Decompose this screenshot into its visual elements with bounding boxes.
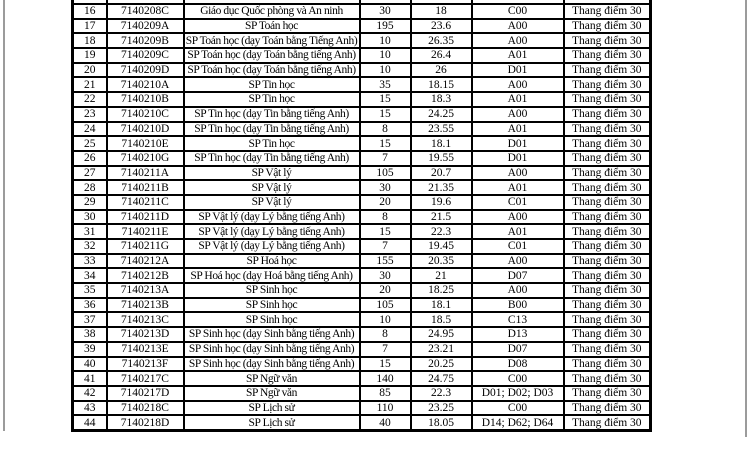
subject-combination-cell: A00	[472, 283, 564, 298]
row-index-cell: 20	[73, 63, 107, 78]
program-name-cell: SP Ngữ văn	[184, 386, 360, 401]
quota-cell: 15	[360, 224, 411, 239]
program-code-cell: 7140218D	[107, 415, 184, 430]
program-name-cell: SP Tin học	[184, 77, 360, 92]
scale-cell: Thang điểm 30	[564, 151, 651, 166]
quota-cell: 140	[360, 371, 411, 386]
score-cell: 26.4	[411, 48, 472, 63]
score-cell: 22.3	[411, 386, 472, 401]
scale-cell: Thang điểm 30	[564, 4, 651, 19]
table-row	[73, 401, 651, 416]
quota-cell: 30	[360, 268, 411, 283]
scale-cell: Thang điểm 30	[564, 210, 651, 225]
program-code-cell: 7140213D	[107, 327, 184, 342]
subject-combination-cell: D01	[472, 136, 564, 151]
score-cell: 23.6	[411, 19, 472, 34]
row-index-cell: 30	[73, 210, 107, 225]
row-index-cell: 39	[73, 342, 107, 357]
subject-combination-cell: D01	[472, 63, 564, 78]
program-code-cell: 7140209A	[107, 19, 184, 34]
scale-cell: Thang điểm 30	[564, 401, 651, 416]
program-code-cell: 7140213C	[107, 312, 184, 327]
row-index-cell: 27	[73, 166, 107, 181]
row-index-cell: 21	[73, 77, 107, 92]
page-left-edge-line	[3, 0, 5, 431]
program-name-cell: SP Toán học (dạy Toán bằng tiếng Anh)	[184, 63, 360, 78]
table-row	[73, 19, 651, 34]
subject-combination-cell: B00	[472, 298, 564, 313]
program-code-cell: 7140210E	[107, 136, 184, 151]
table-row	[73, 239, 651, 254]
table-row	[73, 357, 651, 372]
program-name-cell: SP Vật lý	[184, 166, 360, 181]
scale-cell: Thang điểm 30	[564, 239, 651, 254]
program-name-cell: SP Tin học	[184, 136, 360, 151]
program-code-cell: 7140212A	[107, 254, 184, 269]
scale-cell: Thang điểm 30	[564, 415, 651, 430]
scale-cell: Thang điểm 30	[564, 136, 651, 151]
table-row	[73, 283, 651, 298]
subject-combination-cell: D08	[472, 357, 564, 372]
subject-combination-cell: C00	[472, 401, 564, 416]
table-row	[73, 268, 651, 283]
subject-combination-cell: C00	[472, 4, 564, 19]
score-cell: 24.25	[411, 107, 472, 122]
row-index-cell: 34	[73, 268, 107, 283]
program-code-cell: 7140211G	[107, 239, 184, 254]
subject-combination-cell: D07	[472, 342, 564, 357]
score-cell: 18.3	[411, 92, 472, 107]
subject-combination-cell: A00	[472, 254, 564, 269]
score-cell: 21.35	[411, 180, 472, 195]
program-name-cell: SP Tin học	[184, 92, 360, 107]
program-code-cell: 7140211C	[107, 195, 184, 210]
program-code-cell: 7140218C	[107, 401, 184, 416]
score-cell: 20.25	[411, 357, 472, 372]
row-index-cell: 18	[73, 33, 107, 48]
score-cell: 22.3	[411, 224, 472, 239]
table-row	[73, 415, 651, 430]
row-index-cell: 41	[73, 371, 107, 386]
score-cell: 26	[411, 63, 472, 78]
row-index-cell: 26	[73, 151, 107, 166]
quota-cell: 10	[360, 33, 411, 48]
scale-cell: Thang điểm 30	[564, 63, 651, 78]
quota-cell: 105	[360, 166, 411, 181]
quota-cell: 7	[360, 342, 411, 357]
table-row	[73, 136, 651, 151]
score-cell: 23.21	[411, 342, 472, 357]
program-code-cell: 7140209B	[107, 33, 184, 48]
row-index-cell: 36	[73, 298, 107, 313]
quota-cell: 40	[360, 415, 411, 430]
quota-cell: 20	[360, 195, 411, 210]
quota-cell: 10	[360, 312, 411, 327]
scale-cell: Thang điểm 30	[564, 107, 651, 122]
score-cell: 23.55	[411, 122, 472, 137]
row-index-cell: 22	[73, 92, 107, 107]
score-cell: 19.6	[411, 195, 472, 210]
program-name-cell: SP Sinh học (dạy Sinh bằng tiếng Anh)	[184, 327, 360, 342]
subject-combination-cell: C00	[472, 371, 564, 386]
subject-combination-cell: D01	[472, 151, 564, 166]
score-cell: 19.55	[411, 151, 472, 166]
quota-cell: 195	[360, 19, 411, 34]
subject-combination-cell: C01	[472, 195, 564, 210]
score-cell: 18.1	[411, 298, 472, 313]
program-name-cell: SP Sinh học	[184, 312, 360, 327]
program-code-cell: 7140211E	[107, 224, 184, 239]
program-code-cell: 7140209D	[107, 63, 184, 78]
program-code-cell: 7140211B	[107, 180, 184, 195]
quota-cell: 8	[360, 122, 411, 137]
score-cell: 19.45	[411, 239, 472, 254]
scale-cell: Thang điểm 30	[564, 312, 651, 327]
subject-combination-cell: A00	[472, 107, 564, 122]
score-cell: 18.15	[411, 77, 472, 92]
table-row	[73, 63, 651, 78]
table-row	[73, 4, 651, 19]
scale-cell: Thang điểm 30	[564, 33, 651, 48]
program-code-cell: 7140213F	[107, 357, 184, 372]
scale-cell: Thang điểm 30	[564, 122, 651, 137]
table-row	[73, 371, 651, 386]
table-row	[73, 224, 651, 239]
row-index-cell: 35	[73, 283, 107, 298]
table-row	[73, 312, 651, 327]
scale-cell: Thang điểm 30	[564, 77, 651, 92]
program-name-cell: SP Toán học (dạy Toán bằng Tiếng Anh)	[184, 33, 360, 48]
program-code-cell: 7140210C	[107, 107, 184, 122]
page-right-edge-line	[745, 0, 747, 437]
table-row	[73, 210, 651, 225]
program-code-cell: 7140209C	[107, 48, 184, 63]
table-row	[73, 77, 651, 92]
row-index-cell: 37	[73, 312, 107, 327]
row-index-cell: 38	[73, 327, 107, 342]
program-name-cell: SP Ngữ văn	[184, 371, 360, 386]
score-cell: 18.05	[411, 415, 472, 430]
scale-cell: Thang điểm 30	[564, 92, 651, 107]
program-code-cell: 7140211A	[107, 166, 184, 181]
scale-cell: Thang điểm 30	[564, 19, 651, 34]
program-name-cell: SP Sinh học	[184, 298, 360, 313]
table-row	[73, 107, 651, 122]
subject-combination-cell: D07	[472, 268, 564, 283]
subject-combination-cell: A00	[472, 166, 564, 181]
scale-cell: Thang điểm 30	[564, 224, 651, 239]
quota-cell: 15	[360, 107, 411, 122]
program-name-cell: SP Tin học (dạy Tin bằng tiếng Anh)	[184, 122, 360, 137]
row-index-cell: 24	[73, 122, 107, 137]
subject-combination-cell: A01	[472, 92, 564, 107]
score-cell: 20.35	[411, 254, 472, 269]
quota-cell: 155	[360, 254, 411, 269]
quota-cell: 7	[360, 151, 411, 166]
subject-combination-cell: A00	[472, 77, 564, 92]
quota-cell: 105	[360, 298, 411, 313]
table-row	[73, 298, 651, 313]
table-viewport	[71, 0, 655, 433]
subject-combination-cell: A01	[472, 122, 564, 137]
scale-cell: Thang điểm 30	[564, 48, 651, 63]
table-row	[73, 195, 651, 210]
program-name-cell: SP Hoá học (dạy Hoá bằng tiếng Anh)	[184, 268, 360, 283]
quota-cell: 30	[360, 180, 411, 195]
row-index-cell: 23	[73, 107, 107, 122]
quota-cell: 35	[360, 77, 411, 92]
subject-combination-cell: D14; D62; D64	[472, 415, 564, 430]
table-row	[73, 122, 651, 137]
score-cell: 18.5	[411, 312, 472, 327]
row-index-cell: 31	[73, 224, 107, 239]
quota-cell: 15	[360, 136, 411, 151]
program-name-cell: SP Vật lý (dạy Lý bằng tiếng Anh)	[184, 239, 360, 254]
subject-combination-cell: D01; D02; D03	[472, 386, 564, 401]
row-index-cell: 28	[73, 180, 107, 195]
quota-cell: 15	[360, 92, 411, 107]
row-index-cell: 43	[73, 401, 107, 416]
table-row	[73, 151, 651, 166]
program-name-cell: SP Hoá học	[184, 254, 360, 269]
program-code-cell: 7140208C	[107, 4, 184, 19]
quota-cell: 20	[360, 283, 411, 298]
subject-combination-cell: A00	[472, 33, 564, 48]
score-cell: 23.25	[411, 401, 472, 416]
subject-combination-cell: C01	[472, 239, 564, 254]
score-cell: 21	[411, 268, 472, 283]
subject-combination-cell: A00	[472, 210, 564, 225]
program-code-cell: 7140217D	[107, 386, 184, 401]
subject-combination-cell: A01	[472, 48, 564, 63]
program-code-cell: 7140210A	[107, 77, 184, 92]
program-name-cell: SP Sinh học (dạy Sinh bằng tiếng Anh)	[184, 342, 360, 357]
scale-cell: Thang điểm 30	[564, 180, 651, 195]
program-name-cell: SP Vật lý	[184, 195, 360, 210]
program-name-cell: SP Vật lý	[184, 180, 360, 195]
program-name-cell: SP Vật lý (dạy Lý bằng tiếng Anh)	[184, 210, 360, 225]
table-row	[73, 342, 651, 357]
scale-cell: Thang điểm 30	[564, 195, 651, 210]
scale-cell: Thang điểm 30	[564, 357, 651, 372]
table-row	[73, 180, 651, 195]
program-code-cell: 7140210D	[107, 122, 184, 137]
row-index-cell: 25	[73, 136, 107, 151]
row-index-cell: 19	[73, 48, 107, 63]
program-name-cell: SP Lịch sử	[184, 415, 360, 430]
row-index-cell: 33	[73, 254, 107, 269]
quota-cell: 10	[360, 48, 411, 63]
row-index-cell: 40	[73, 357, 107, 372]
quota-cell: 8	[360, 327, 411, 342]
table-row	[73, 254, 651, 269]
program-code-cell: 7140212B	[107, 268, 184, 283]
quota-cell: 85	[360, 386, 411, 401]
table-row	[73, 33, 651, 48]
program-code-cell: 7140213E	[107, 342, 184, 357]
row-index-cell: 29	[73, 195, 107, 210]
table-row	[73, 327, 651, 342]
subject-combination-cell: D13	[472, 327, 564, 342]
score-cell: 21.5	[411, 210, 472, 225]
program-name-cell: SP Vật lý (dạy Lý bằng tiếng Anh)	[184, 224, 360, 239]
scale-cell: Thang điểm 30	[564, 342, 651, 357]
quota-cell: 10	[360, 63, 411, 78]
scale-cell: Thang điểm 30	[564, 283, 651, 298]
program-code-cell: 7140217C	[107, 371, 184, 386]
scale-cell: Thang điểm 30	[564, 166, 651, 181]
program-name-cell: SP Sinh học	[184, 283, 360, 298]
score-cell: 18.25	[411, 283, 472, 298]
row-index-cell: 32	[73, 239, 107, 254]
scale-cell: Thang điểm 30	[564, 386, 651, 401]
quota-cell: 110	[360, 401, 411, 416]
score-cell: 24.95	[411, 327, 472, 342]
program-name-cell: SP Tin học (dạy Tin bằng tiếng Anh)	[184, 107, 360, 122]
quota-cell: 15	[360, 357, 411, 372]
scale-cell: Thang điểm 30	[564, 254, 651, 269]
program-name-cell: SP Toán học (dạy Toán bằng tiếng Anh)	[184, 48, 360, 63]
program-name-cell: SP Toán học	[184, 19, 360, 34]
row-index-cell: 44	[73, 415, 107, 430]
table-row	[73, 386, 651, 401]
quota-cell: 8	[360, 210, 411, 225]
scale-cell: Thang điểm 30	[564, 268, 651, 283]
program-name-cell: SP Tin học (dạy Tin bằng tiếng Anh)	[184, 151, 360, 166]
program-name-cell: Giáo dục Quốc phòng và An ninh	[184, 4, 360, 19]
row-index-cell: 17	[73, 19, 107, 34]
program-name-cell: SP Lịch sử	[184, 401, 360, 416]
row-index-cell: 16	[73, 4, 107, 19]
subject-combination-cell: C13	[472, 312, 564, 327]
score-cell: 20.7	[411, 166, 472, 181]
program-name-cell: SP Sinh học (dạy Sinh bằng tiếng Anh)	[184, 357, 360, 372]
table-row	[73, 48, 651, 63]
quota-cell: 30	[360, 4, 411, 19]
program-code-cell: 7140210B	[107, 92, 184, 107]
subject-combination-cell: A01	[472, 180, 564, 195]
quota-cell: 7	[360, 239, 411, 254]
program-code-cell: 7140211D	[107, 210, 184, 225]
subject-combination-cell: A00	[472, 19, 564, 34]
score-cell: 18	[411, 4, 472, 19]
scale-cell: Thang điểm 30	[564, 298, 651, 313]
subject-combination-cell: A01	[472, 224, 564, 239]
scale-cell: Thang điểm 30	[564, 371, 651, 386]
score-cell: 24.75	[411, 371, 472, 386]
score-cell: 26.35	[411, 33, 472, 48]
table-row	[73, 166, 651, 181]
score-cell: 18.1	[411, 136, 472, 151]
program-code-cell: 7140210G	[107, 151, 184, 166]
row-index-cell: 42	[73, 386, 107, 401]
table-row	[73, 92, 651, 107]
admission-scores-table	[71, 0, 652, 432]
program-code-cell: 7140213B	[107, 298, 184, 313]
program-code-cell: 7140213A	[107, 283, 184, 298]
scale-cell: Thang điểm 30	[564, 327, 651, 342]
